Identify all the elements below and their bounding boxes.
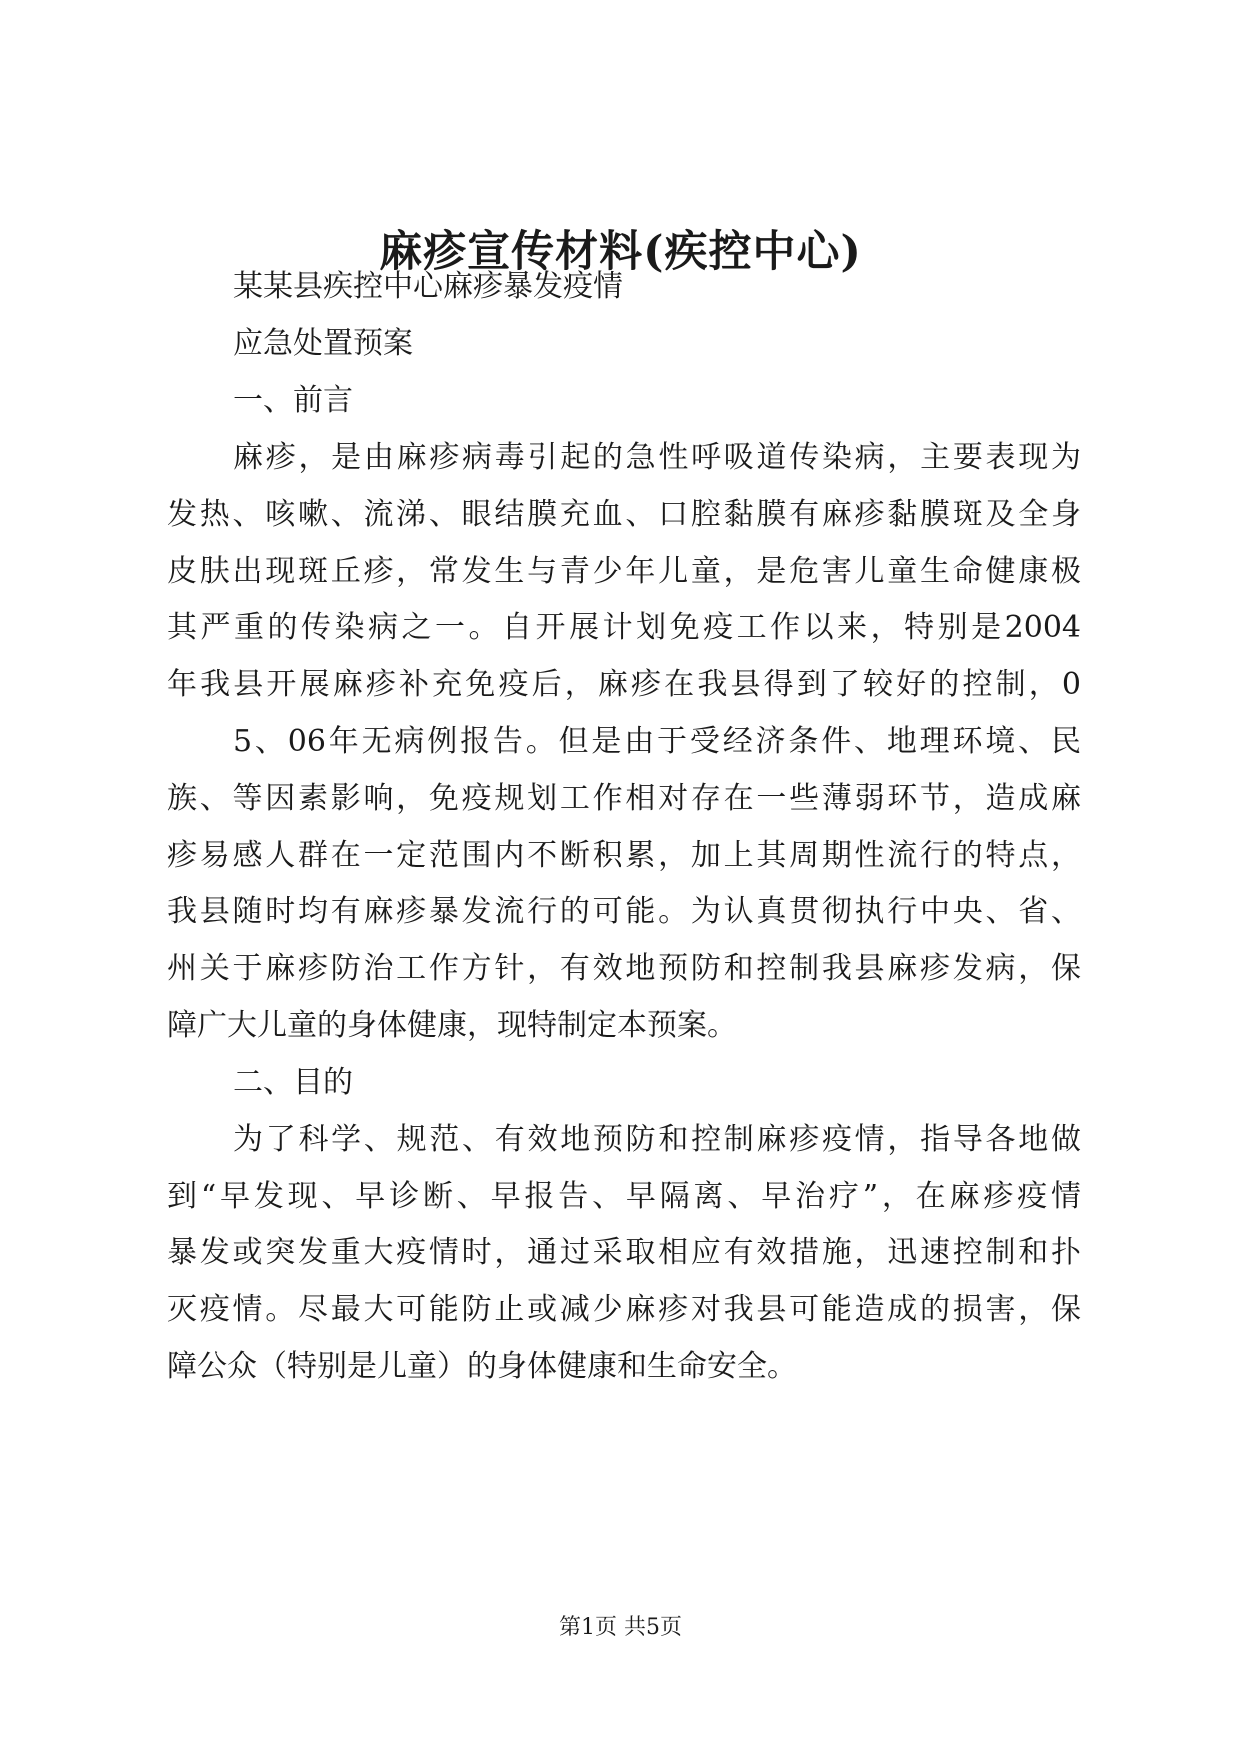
paragraph-line: 灭疫情。尽最大可能防止或减少麻疹对我县可能造成的损害，保 — [167, 1292, 1081, 1327]
section-heading-purpose: 二、目的 — [233, 1065, 353, 1100]
paragraph-line: 族、等因素影响，免疫规划工作相对存在一些薄弱环节，造成麻 — [167, 781, 1081, 816]
paragraph-line: 5、06年无病例报告。但是由于受经济条件、地理环境、民 — [233, 724, 1081, 759]
paragraph-line: 州关于麻疹防治工作方针，有效地预防和控制我县麻疹发病，保 — [167, 951, 1081, 986]
paragraph-line: 为了科学、规范、有效地预防和控制麻疹疫情，指导各地做 — [233, 1122, 1081, 1157]
paragraph-line: 到“早发现、早诊断、早报告、早隔离、早治疗”，在麻疹疫情 — [167, 1179, 1081, 1214]
paragraph-line: 发热、咳嗽、流涕、眼结膜充血、口腔黏膜有麻疹黏膜斑及全身 — [167, 497, 1081, 532]
paragraph-line: 障公众（特别是儿童）的身体健康和生命安全。 — [167, 1349, 797, 1384]
section-heading-preface: 一、前言 — [233, 383, 353, 418]
paragraph-line: 皮肤出现斑丘疹，常发生与青少年儿童，是危害儿童生命健康极 — [167, 554, 1081, 589]
page-number-footer: 第1页 共5页 — [559, 1615, 682, 1640]
paragraph-line: 疹易感人群在一定范围内不断积累，加上其周期性流行的特点， — [167, 838, 1081, 873]
paragraph-line: 障广大儿童的身体健康，现特制定本预案。 — [167, 1008, 737, 1043]
document-title: 麻疹宣传材料(疾控中心) — [379, 227, 862, 277]
paragraph-line: 暴发或突发重大疫情时，通过采取相应有效措施，迅速控制和扑 — [167, 1235, 1081, 1270]
paragraph-line: 其严重的传染病之一。自开展计划免疫工作以来，特别是2004 — [167, 610, 1081, 645]
subtitle-line-1: 某某县疾控中心麻疹暴发疫情 — [233, 269, 623, 304]
subtitle-line-2: 应急处置预案 — [233, 326, 413, 361]
paragraph-line: 年我县开展麻疹补充免疫后，麻疹在我县得到了较好的控制，0 — [167, 667, 1081, 702]
paragraph-line: 麻疹，是由麻疹病毒引起的急性呼吸道传染病，主要表现为 — [233, 440, 1081, 475]
paragraph-line: 我县随时均有麻疹暴发流行的可能。为认真贯彻执行中央、省、 — [167, 894, 1081, 929]
